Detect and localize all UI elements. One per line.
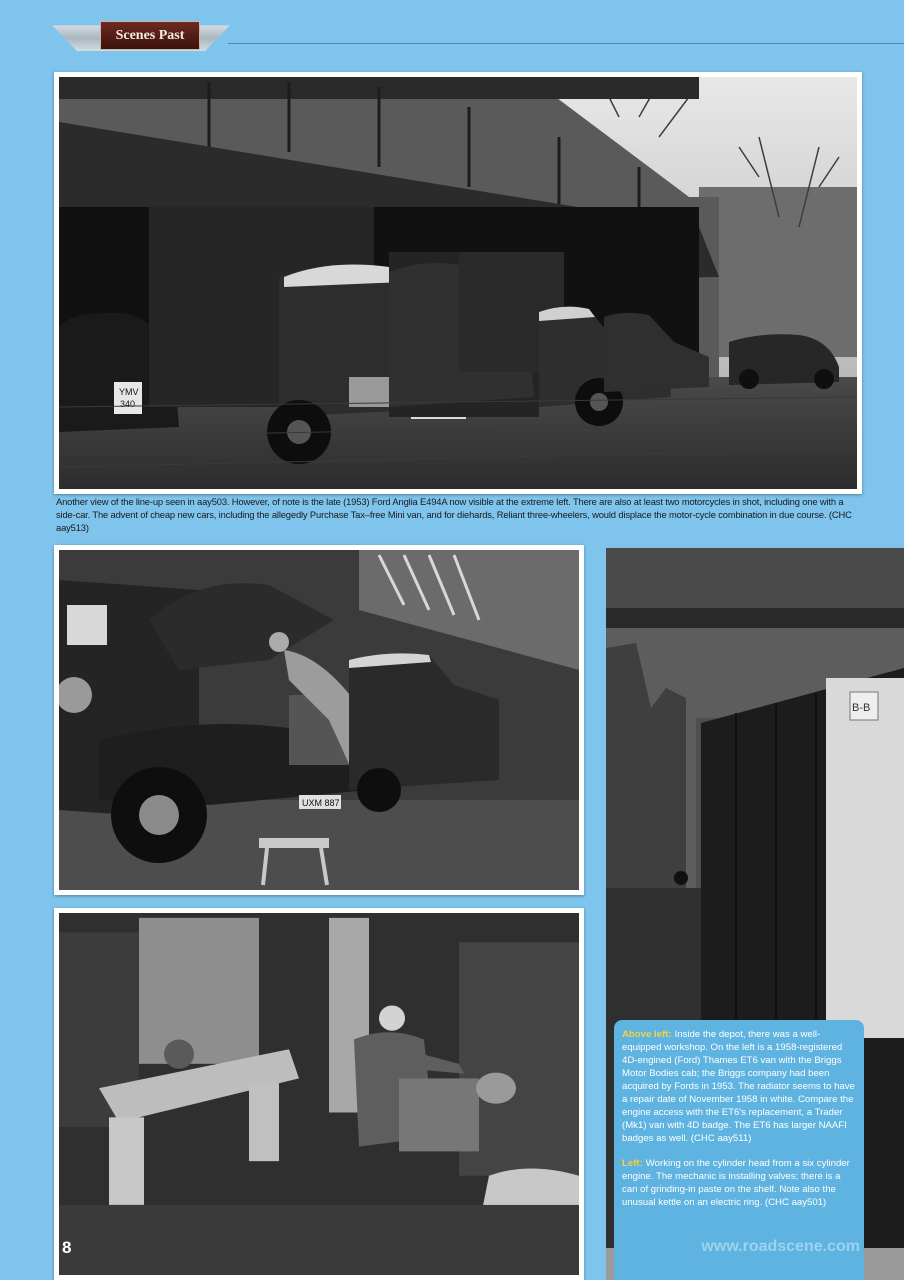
photo-workshop bbox=[54, 545, 584, 895]
caption-left-text: Working on the cylinder head from a six cylinder engine. The mechanic is installing valves; there is a can of grinding-in paste on the shelf. Note also the unusual kettle on an electric ring. (CHC aay501) bbox=[622, 1158, 850, 1208]
photo-machine-shop bbox=[54, 908, 584, 1280]
caption-top-photo: Another view of the line-up seen in aay503. However, of note is the late (1953) Ford Anglia E494A now visible at the extreme left. There are also at least two motorcycles in shot, including one with a side-car. The advent of cheap new cars, including the allegedly Purchase Tax–free Mini van, and for diehards, Reliant three-wheelers, would displace the motor-cycle combination in due course. (CHC aay513) bbox=[56, 496, 852, 533]
caption-above-left-lead: Above left: bbox=[622, 1029, 672, 1040]
plate-car-top: YMV bbox=[119, 387, 139, 397]
plate-car-bottom: 340 bbox=[120, 399, 136, 409]
caption-left bbox=[622, 1157, 858, 1209]
header-rule bbox=[228, 43, 904, 44]
door-sign: B-B bbox=[852, 702, 871, 714]
website-url[interactable]: www.roadscene.com bbox=[701, 1238, 860, 1255]
plate-van: UXM 887 bbox=[302, 798, 340, 808]
photo-lorry-lineup bbox=[54, 72, 862, 494]
page-number: 8 bbox=[62, 1238, 72, 1257]
section-title: Scenes Past bbox=[100, 21, 200, 50]
caption-above-left bbox=[622, 1028, 858, 1145]
caption-above-left-text: Inside the depot, there was a well-equipped workshop. On the left is a 1958-registered 4D-engined (Ford) Thames ET6 van with the Briggs Motor Bodies cab; the Briggs company had been acquired by Fords in 1953. The radiator seems to have a repair date of November 1958 in white. Compare the engine access with the ET6's replacement, a Trader (Mk1) van with 4D badge. The ET6 has larger NAAFI badges as well. (CHC aay511) bbox=[622, 1029, 855, 1144]
caption-left-lead: Left: bbox=[622, 1158, 643, 1169]
